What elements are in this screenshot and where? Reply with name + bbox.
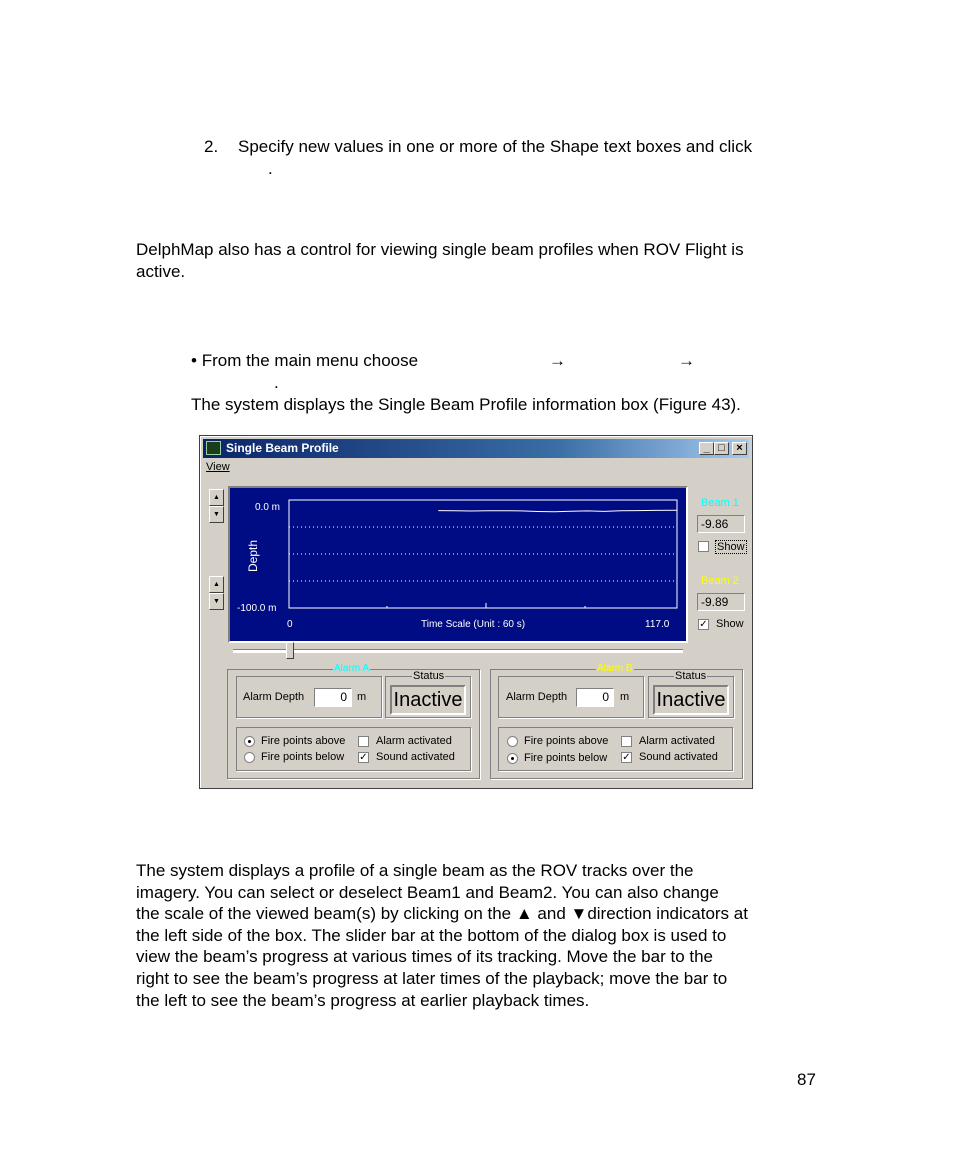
beam1-show-checkbox[interactable]: [698, 541, 709, 552]
bullet-result: The system displays the Single Beam Profile information box (Figure 43).: [191, 395, 741, 414]
y-axis-label: Depth: [246, 539, 260, 572]
alarm-a-sound-label: Sound activated: [376, 751, 455, 763]
window-title: Single Beam Profile: [226, 441, 339, 455]
bullet-item: • From the main menu choose: [191, 351, 419, 370]
alarm-b-fire-above-radio[interactable]: [507, 736, 518, 747]
alarm-a-depth-label: Alarm Depth: [243, 691, 305, 703]
beam2-value: -9.89: [697, 593, 745, 611]
alarm-a-alarm-checkbox[interactable]: [358, 736, 369, 747]
minimize-button[interactable]: _: [699, 442, 714, 455]
alarm-b-fire-above-label: Fire points above: [524, 735, 609, 747]
beam1-show-label[interactable]: Show: [717, 541, 745, 553]
alarm-b-alarm-checkbox[interactable]: [621, 736, 632, 747]
step-period: .: [268, 159, 273, 178]
beam-profile-series-line: [438, 510, 677, 512]
alarm-a-status: Inactive: [390, 685, 466, 715]
close-button[interactable]: ×: [732, 442, 747, 455]
alarm-a-fire-below-label: Fire points below: [261, 751, 345, 763]
page-number: 87: [797, 1070, 816, 1089]
app-icon: [206, 441, 221, 455]
beam2-show-label[interactable]: Show: [716, 618, 744, 630]
beam1-value: -9.86: [697, 515, 745, 533]
alarm-b-sound-label: Sound activated: [639, 751, 718, 763]
alarm-a-unit: m: [357, 691, 367, 703]
alarm-b-status: Inactive: [653, 685, 729, 715]
maximize-button[interactable]: □: [714, 442, 729, 455]
x-start-label: 0: [287, 619, 293, 630]
x-end-label: 117.0: [645, 619, 670, 630]
alarm-a-depth-input[interactable]: 0: [314, 688, 352, 707]
beam2-show-checkbox[interactable]: ✓: [699, 619, 708, 630]
intro-paragraph: DelphMap also has a control for viewing single beam profiles when ROV Flight is active.: [136, 240, 744, 281]
plot-frame: [289, 500, 677, 608]
time-slider-track[interactable]: [233, 649, 683, 653]
x-axis-label: Time Scale (Unit : 60 s): [421, 619, 526, 630]
scale-spinner-bottom: [209, 576, 224, 611]
bullet-period: .: [274, 373, 279, 392]
menu-item-view[interactable]: View: [206, 461, 230, 473]
alarm-b-depth-input[interactable]: 0: [576, 688, 614, 707]
alarm-b-options-box: [498, 727, 733, 771]
menu-arrow-1: →: [549, 351, 566, 370]
scale-down-arrow-icon[interactable]: ▼: [209, 506, 224, 523]
scale-spinner-top: [209, 489, 224, 524]
alarm-a-fire-above-label: Fire points above: [261, 735, 346, 747]
alarm-a-sound-checkbox[interactable]: ✓: [359, 752, 368, 763]
alarm-b-sound-checkbox[interactable]: ✓: [622, 752, 631, 763]
y-bottom-label: -100.0 m: [237, 603, 277, 614]
y-top-label: 0.0 m: [255, 502, 281, 513]
alarm-a-options-box: [236, 727, 471, 771]
alarm-b-fire-below-radio[interactable]: [507, 753, 518, 764]
step-number: 2.: [204, 137, 219, 156]
alarm-b-title: Alarm B: [597, 663, 633, 674]
scale-up-arrow-icon[interactable]: ▲: [209, 576, 224, 593]
scale-up-arrow-icon[interactable]: ▲: [209, 489, 224, 506]
beam2-label: Beam 2: [701, 575, 739, 587]
menu-arrow-2: →: [678, 351, 695, 370]
title-bar: [203, 439, 749, 458]
beam1-label: Beam 1: [701, 497, 739, 509]
beam-profile-chart: [230, 488, 686, 641]
alarm-b-fire-below-label: Fire points below: [524, 752, 608, 764]
alarm-a-title: Alarm A: [334, 663, 370, 674]
alarm-a-fire-above-radio[interactable]: [244, 736, 255, 747]
alarm-b-alarm-label: Alarm activated: [639, 735, 715, 747]
time-slider-thumb[interactable]: [286, 642, 294, 659]
alarm-b-unit: m: [620, 691, 630, 703]
single-beam-profile-window: [199, 435, 753, 789]
scale-down-arrow-icon[interactable]: ▼: [209, 593, 224, 610]
alarm-a-fire-below-radio[interactable]: [244, 752, 255, 763]
alarm-a-alarm-label: Alarm activated: [376, 735, 452, 747]
beam-profile-plot: [228, 486, 688, 643]
alarm-b-depth-label: Alarm Depth: [506, 691, 568, 703]
alarm-a-status-label: Status: [413, 670, 445, 682]
body-paragraph: The system displays a profile of a single beam as the ROV tracks over the imagery. You can select or deselect Beam1 and Beam2. You can also change the scale of the viewed beam(s) by clicking on the ▲ and ▼direction indicators at the left side of the box. The slider bar at the bottom of the dialog box is used to view the beam’s progress at various times of its tracking. Move the bar to the right to see the beam’s progress at later times of the playback; move the bar to the left to see the beam’s progress at earlier playback times.: [136, 861, 748, 1010]
alarm-b-status-label: Status: [675, 670, 707, 682]
step-text: Specify new values in one or more of the Shape text boxes and click: [238, 137, 753, 156]
